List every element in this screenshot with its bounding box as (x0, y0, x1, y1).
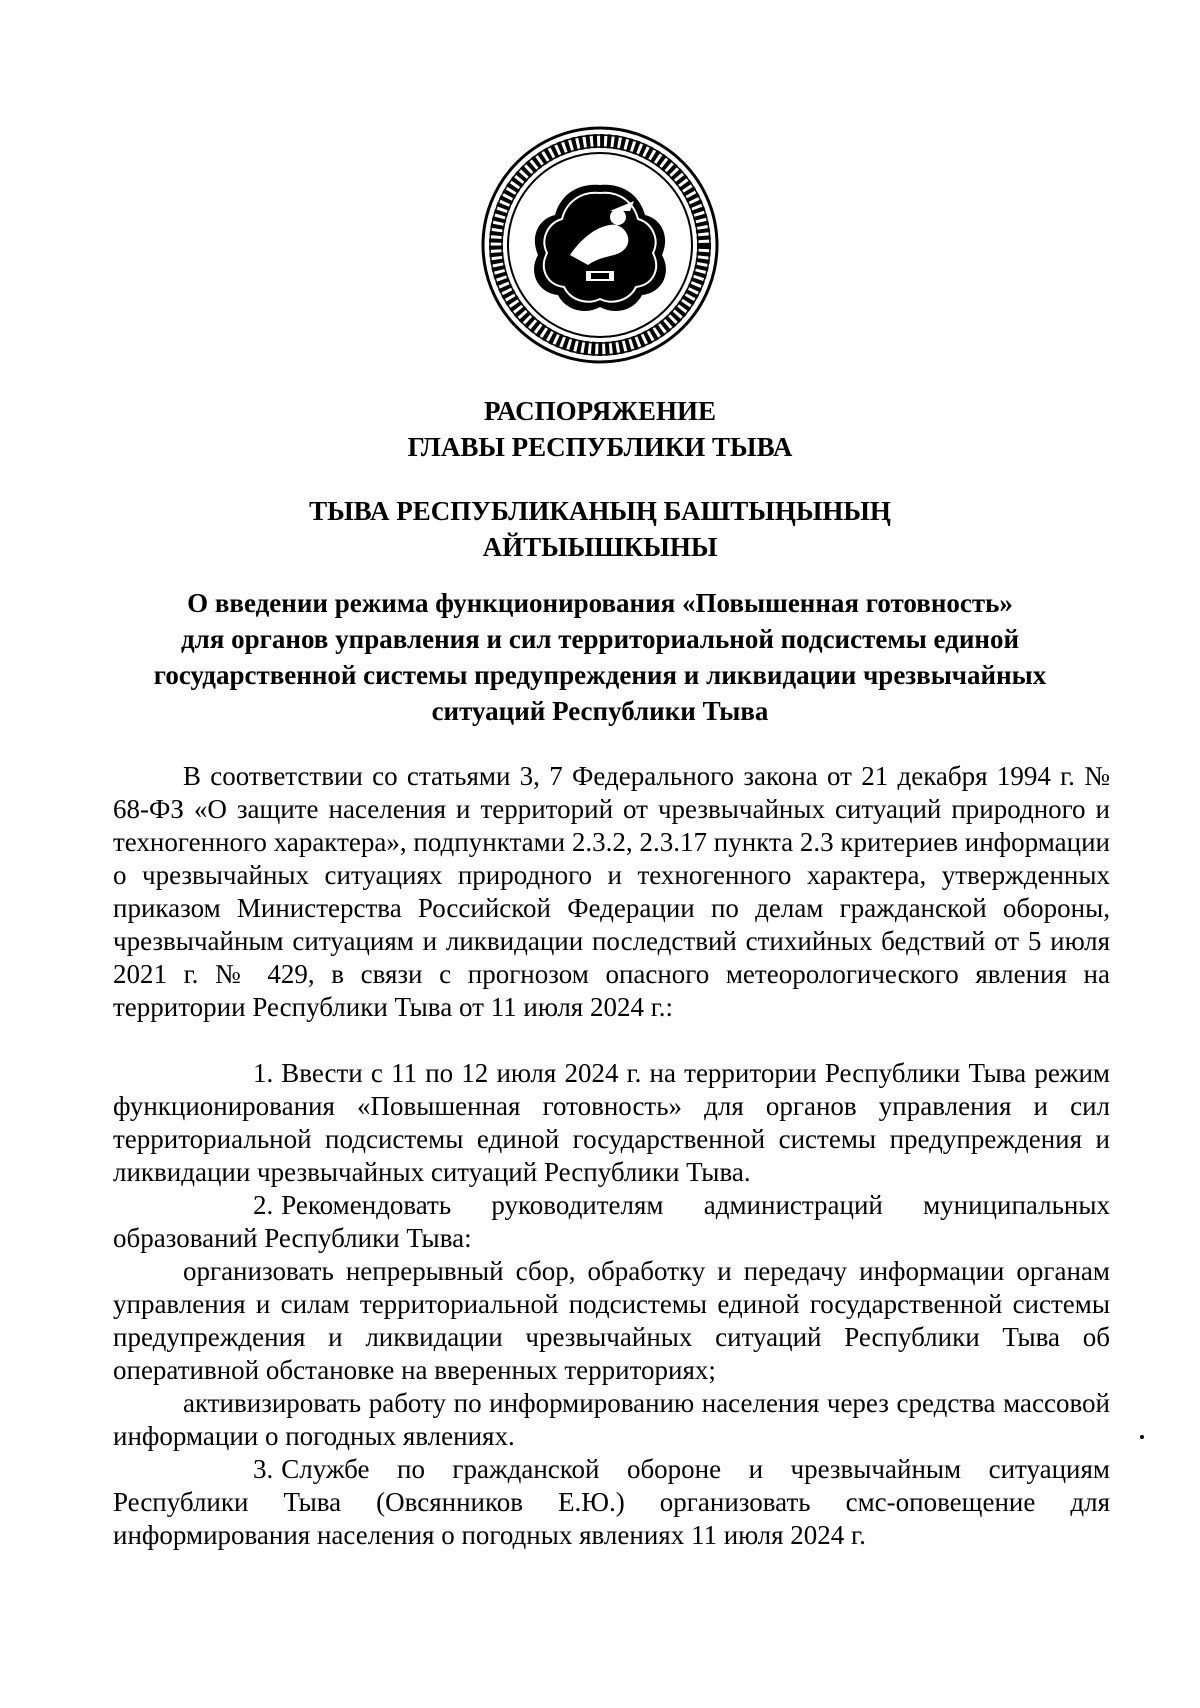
item-3 (113, 1453, 1110, 1552)
heading-line: ТЫВА РЕСПУБЛИКАНЫҢ БАШТЫҢЫНЫҢ (309, 496, 891, 526)
item-2 (113, 1189, 1110, 1255)
item-2-subitem: организовать непрерывный сбор, обработку и передачу информации органам управления и силам территориальной подсистемы единой государственной системы предупреждения и ликвидации чрезвычайных ситуаций Республики Тыва об оперативной обстановке на вверенных территориях; (113, 1256, 1110, 1385)
title-line: ситуаций Республики Тыва (431, 696, 769, 726)
coat-of-arms-icon (480, 125, 720, 365)
item-text: Рекомендовать руководителям администраций муниципальных образований Республики Тыва: (113, 1190, 1110, 1253)
preamble-paragraph: В соответствии со статьями 3, 7 Федерального закона от 21 декабря 1994 г. № 68-ФЗ «О защите населения и территорий от чрезвычайных ситуаций природного и техногенного характера», подпунктами 2.3.2, 2.3.17 пункта 2.3 критериев информации о чрезвычайных ситуациях природного и техногенного характера, утвержденных приказом Министерства Российской Федерации по делам гражданской обороны, чрезвычайным ситуациям и ликвидации последствий стихийных бедствий от 5 июля 2021 г. № 429, в связи с прогнозом опасного метеорологического явления на территории Республики Тыва от 11 июля 2024 г.: (113, 761, 1110, 1022)
item-text: Службе по гражданской обороне и чрезвычайным ситуациям Республики Тыва (Овсянников Е.Ю.) организовать смс-оповещение для информирования населения о погодных явлениях 11 июля 2024 г. (113, 1454, 1110, 1550)
item-1 (113, 1057, 1110, 1189)
item-text: Ввести с 11 по 12 июля 2024 г. на территории Республики Тыва режим функционирования «Повышенная готовность» для органов управления и сил территориальной подсистемы единой государственной системы предупреждения и ликвидации чрезвычайных ситуаций Республики Тыва. (113, 1058, 1110, 1187)
item-number: 1. (253, 1058, 274, 1088)
document-title (120, 585, 1080, 729)
item-number: 2. (253, 1190, 274, 1220)
heading-line: АЙТЫЫШКЫНЫ (482, 532, 718, 562)
document-type-tyv (120, 493, 1080, 565)
item-2-subitem: активизировать работу по информированию населения через средства массовой информации о погодных явлениях. (113, 1388, 1110, 1451)
scan-speck (1140, 1435, 1144, 1439)
document-body (113, 760, 1110, 1552)
title-line: государственной системы предупреждения и ликвидации чрезвычайных (153, 660, 1047, 690)
title-line: О введении режима функционирования «Повышенная готовность» (187, 588, 1013, 618)
item-number: 3. (253, 1454, 274, 1484)
heading-line: РАСПОРЯЖЕНИЕ (483, 396, 717, 426)
title-line: для органов управления и сил территориальной подсистемы единой (180, 624, 1020, 654)
document-type-ru (120, 393, 1080, 465)
heading-line: ГЛАВЫ РЕСПУБЛИКИ ТЫВА (407, 432, 793, 462)
